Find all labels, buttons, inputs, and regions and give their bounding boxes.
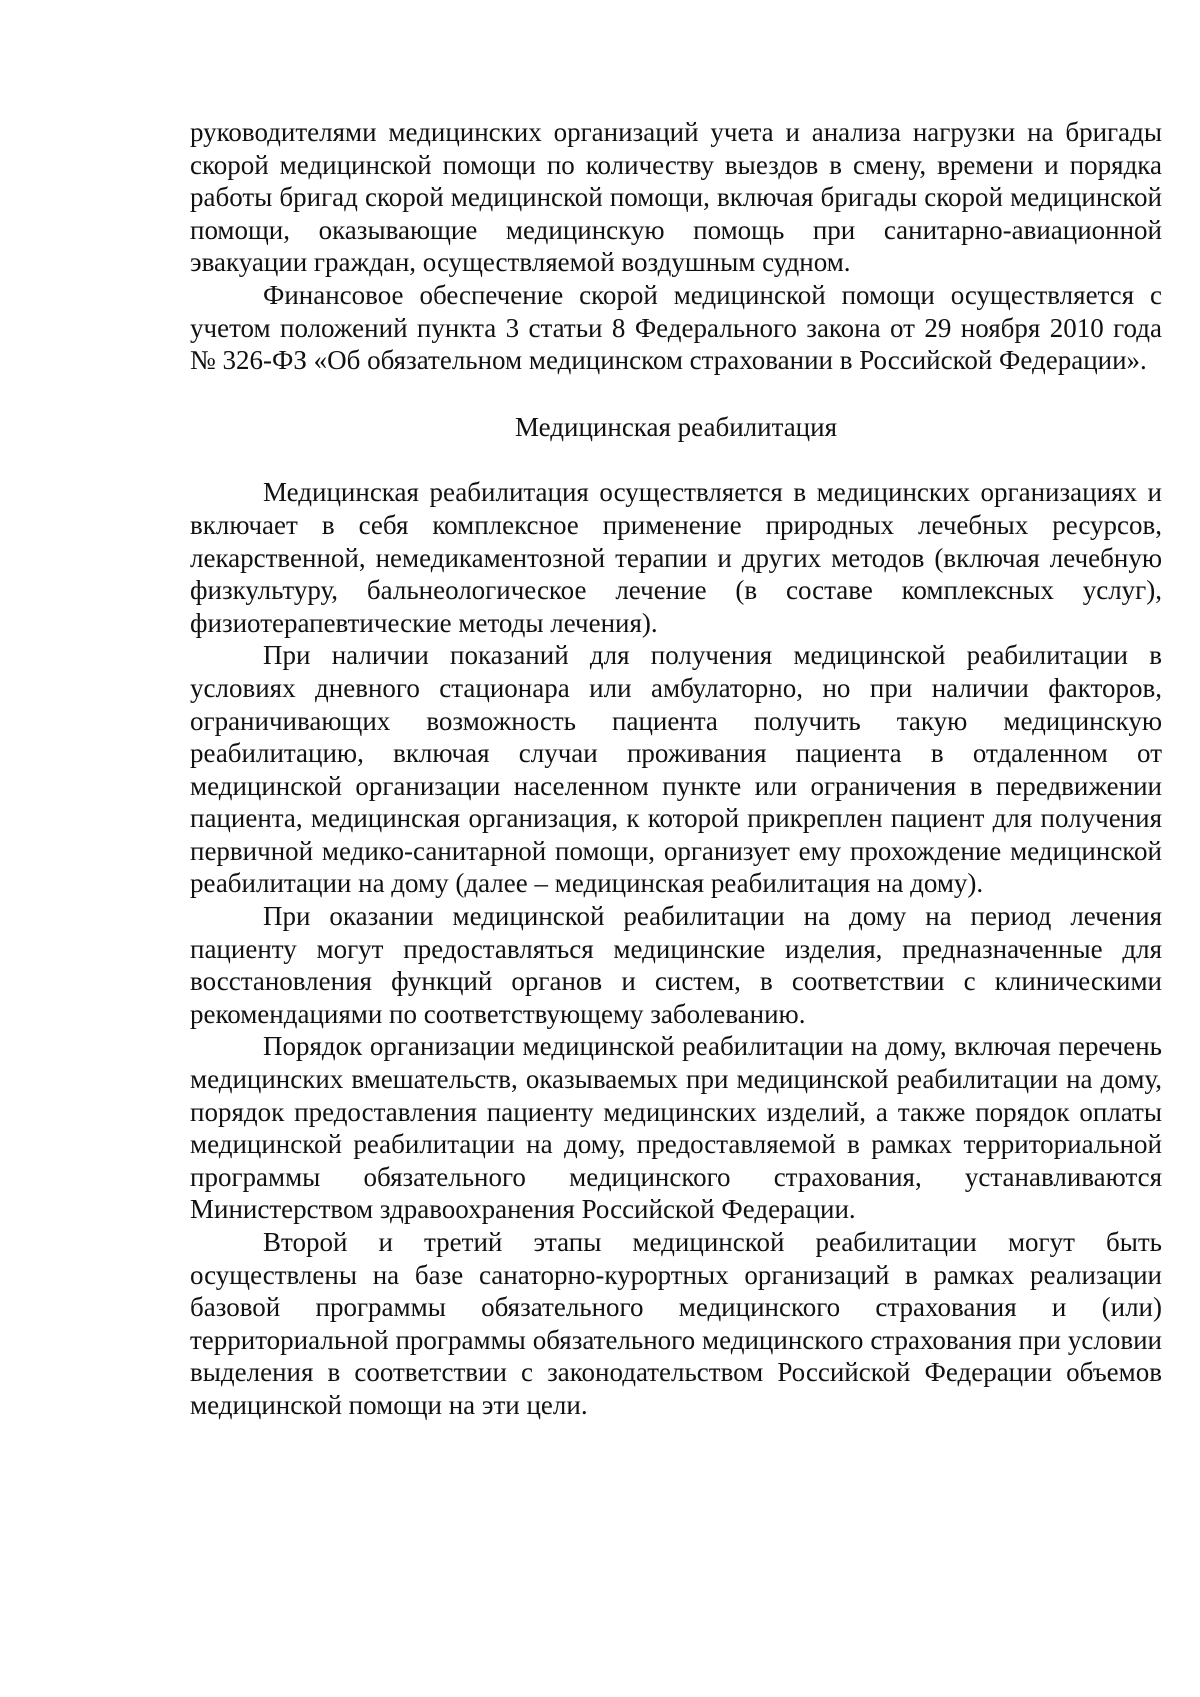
paragraph-rehab-definition: Медицинская реабилитация осуществляется в медицинских организациях и включает в себя комплексное применение природных лечебных ресурсов, лекарственной, немедикаментозной терапии и других методов (включая лечебную физкультуру, бальнеологическое лечение (в составе комплексных услуг), физиотерапевтические методы лечения). [190, 477, 1162, 638]
document-page [190, 116, 1162, 1422]
paragraph-financing: Финансовое обеспечение скорой медицинской помощи осуществляется с учетом положений пункта 3 статьи 8 Федерального закона от 29 ноября 2010 года № 326-ФЗ «Об обязательном медицинском страховании в Российской Федерации». [190, 279, 1162, 376]
paragraph-procedure: Порядок организации медицинской реабилитации на дому, включая перечень медицинских вмешательств, оказываемых при медицинской реабилитации на дому, порядок предоставления пациенту медицинских изделий, а также порядок оплаты медицинской реабилитации на дому, предоставляемой в рамках территориальной программы обязательного медицинского страхования, устанавливаются Министерством здравоохранения Российской Федерации. [190, 1031, 1162, 1225]
paragraph-continuation: руководителями медицинских организаций учета и анализа нагрузки на бригады скорой медицинской помощи по количеству выездов в смену, времени и порядка работы бригад скорой медицинской помощи, включая бригады скорой медицинской помощи, оказывающие медицинскую помощь при санитарно-авиационной эвакуации граждан, осуществляемой воздушным судном. [190, 117, 1162, 278]
paragraph-sanatorium-stages: Второй и третий этапы медицинской реабилитации могут быть осуществлены на базе санаторно-курортных организаций в рамках реализации базовой программы обязательного медицинского страхования и (или) территориальной программы обязательного медицинского страхования при условии выделения в соответствии с законодательством Российской Федерации объемов медицинской помощи на эти цели. [190, 1227, 1162, 1420]
paragraph-rehab-at-home: При наличии показаний для получения медицинской реабилитации в условиях дневного стационара или амбулаторно, но при наличии факторов, ограничивающих возможность пациента получить такую медицинскую реабилитацию, включая случаи проживания пациента в отдаленном от медицинской организации населенном пункте или ограничения в передвижении пациента, медицинская организация, к которой прикреплен пациент для получения первичной медико-санитарной помощи, организует ему прохождение медицинской реабилитации на дому (далее – медицинская реабилитация на дому). [190, 640, 1162, 899]
section-heading: Медицинская реабилитация [515, 411, 837, 442]
paragraph-medical-devices: При оказании медицинской реабилитации на дому на период лечения пациенту могут предоставляться медицинские изделия, предназначенные для восстановления функций органов и систем, в соответствии с клиническими рекомендациями по соответствующему заболеванию. [190, 901, 1162, 1029]
